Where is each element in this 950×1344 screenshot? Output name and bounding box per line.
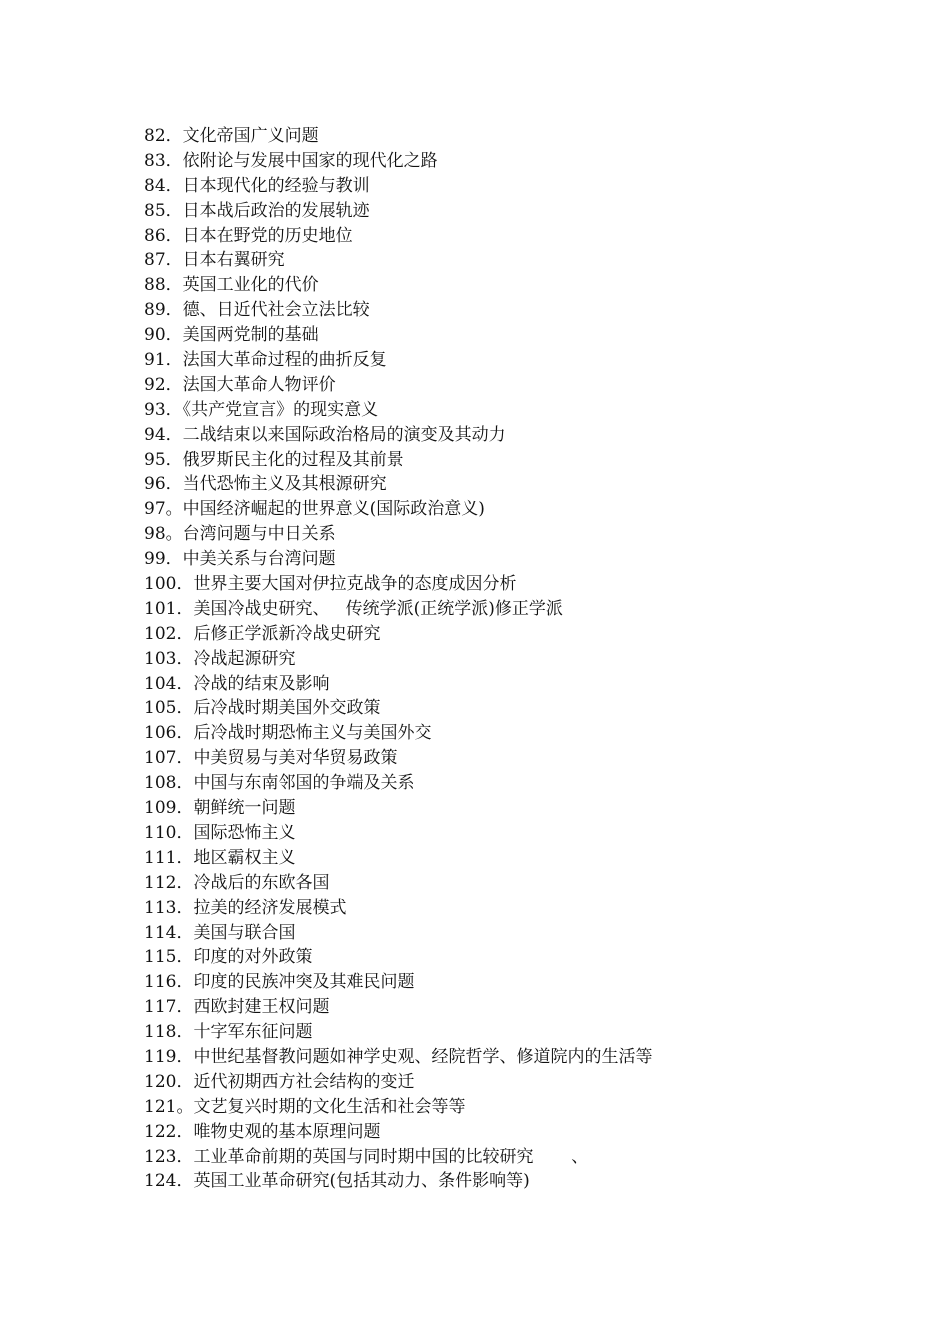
topic-list-item: 123．工业革命前期的英国与同时期中国的比较研究 、 — [144, 1146, 589, 1167]
topic-list-item: 89．德、日近代社会立法比较 — [144, 300, 370, 321]
topic-list-item: 97。中国经济崛起的世界意义(国际政治意义) — [144, 499, 485, 520]
topic-list-item: 103．冷战起源研究 — [144, 648, 296, 669]
topic-list-item: 114．美国与联合国 — [144, 922, 296, 943]
topic-list-item: 98。台湾问题与中日关系 — [144, 524, 336, 545]
topic-list-item: 105．后冷战时期美国外交政策 — [144, 698, 381, 719]
topic-list-item: 83．依附论与发展中国家的现代化之路 — [144, 150, 438, 171]
topic-list-item: 124．英国工业革命研究(包括其动力、条件影响等) — [144, 1171, 530, 1192]
topic-list-item: 82．文化帝国广义问题 — [144, 126, 319, 146]
topic-list-item: 119．中世纪基督教问题如神学史观、经院哲学、修道院内的生活等 — [144, 1046, 653, 1067]
topic-list-item: 96．当代恐怖主义及其根源研究 — [144, 474, 387, 495]
topic-list-item: 120．近代初期西方社会结构的变迁 — [144, 1071, 415, 1092]
topic-list-item: 107．中美贸易与美对华贸易政策 — [144, 748, 398, 769]
topic-list-item: 86．日本在野党的历史地位 — [144, 225, 353, 246]
topic-list-item: 91．法国大革命过程的曲折反复 — [144, 350, 387, 371]
topic-list-item: 112．冷战后的东欧各国 — [144, 872, 330, 893]
topic-list-item: 85．日本战后政治的发展轨迹 — [144, 200, 370, 221]
topic-list-item: 93．《共产党宣言》的现实意义 — [144, 399, 379, 420]
topic-list-item: 102．后修正学派新冷战史研究 — [144, 623, 381, 644]
topic-list-item: 116．印度的民族冲突及其难民问题 — [144, 972, 415, 993]
topic-list-item: 110．国际恐怖主义 — [144, 822, 296, 843]
topic-list-item: 101．美国冷战史研究、 传统学派(正统学派)修正学派 — [144, 598, 563, 619]
topic-list-item: 118．十字军东征问题 — [144, 1022, 313, 1043]
topic-list-item: 121。文艺复兴时期的文化生活和社会等等 — [144, 1096, 466, 1117]
topic-list-item: 122．唯物史观的基本原理问题 — [144, 1121, 381, 1142]
topic-list-item: 117．西欧封建王权问题 — [144, 997, 330, 1018]
topic-list-item: 95．俄罗斯民主化的过程及其前景 — [144, 449, 404, 470]
topic-list-item: 90．美国两党制的基础 — [144, 325, 319, 346]
topic-list-item: 113．拉美的经济发展模式 — [144, 897, 347, 918]
topic-list-item: 87．日本右翼研究 — [144, 250, 285, 271]
topic-list-item: 88．英国工业化的代价 — [144, 275, 319, 296]
topic-list-item: 94．二战结束以来国际政治格局的演变及其动力 — [144, 424, 506, 445]
topic-list-item: 106．后冷战时期恐怖主义与美国外交 — [144, 723, 432, 744]
topic-list-item: 104．冷战的结束及影响 — [144, 673, 330, 694]
topic-list-item: 99．中美关系与台湾问题 — [144, 549, 336, 570]
topic-list-item: 109．朝鲜统一问题 — [144, 798, 296, 819]
topic-list-item: 108．中国与东南邻国的争端及关系 — [144, 773, 415, 794]
topic-list-item: 100．世界主要大国对伊拉克战争的态度成因分析 — [144, 574, 517, 595]
topic-list-item: 115．印度的对外政策 — [144, 947, 313, 968]
topic-list-item: 111．地区霸权主义 — [144, 847, 296, 868]
topic-list — [144, 124, 924, 1194]
topic-list-item: 92．法国大革命人物评价 — [144, 374, 336, 395]
topic-list-item: 84．日本现代化的经验与教训 — [144, 175, 370, 196]
